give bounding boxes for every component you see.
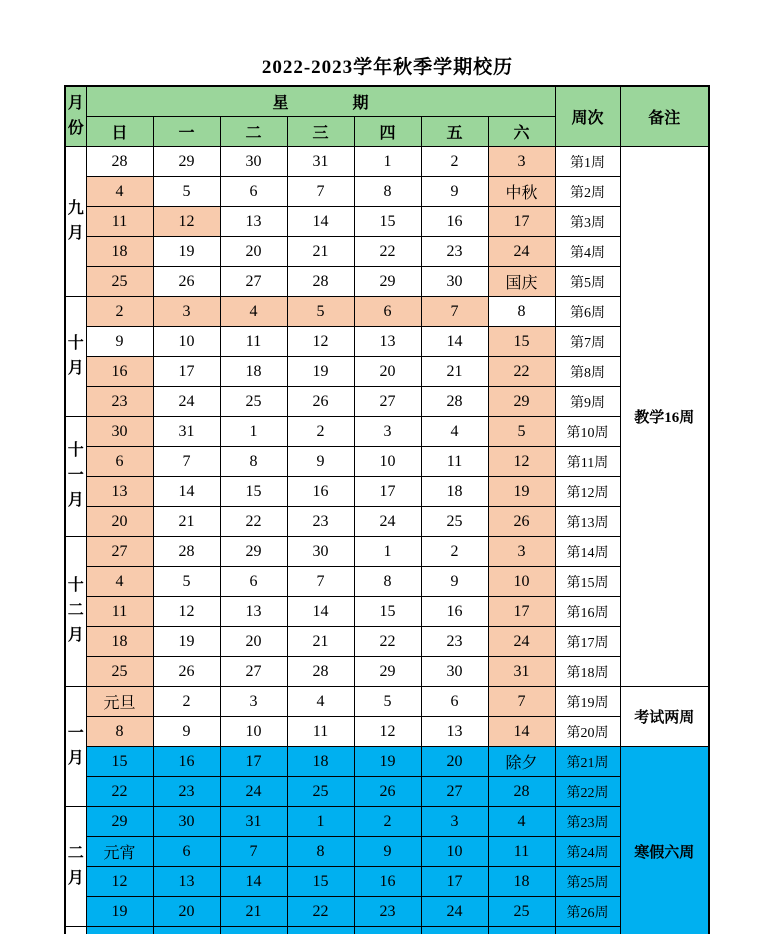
day-cell: 元旦 (86, 687, 153, 717)
day-name-tue: 二 (220, 117, 287, 147)
day-cell: 2 (354, 807, 421, 837)
day-cell: 23 (153, 777, 220, 807)
month-label: 十一月 (67, 442, 84, 509)
day-cell: 21 (421, 357, 488, 387)
day-cell: 14 (220, 867, 287, 897)
calendar-table-container (64, 85, 719, 934)
week-number-cell: 第20周 (555, 717, 620, 747)
week-number-cell: 第8周 (555, 357, 620, 387)
week-row (65, 687, 709, 717)
day-cell: 5 (287, 297, 354, 327)
week-number-cell: 第5周 (555, 267, 620, 297)
day-cell: 24 (421, 897, 488, 927)
month-cell (65, 297, 86, 417)
day-cell: 15 (86, 747, 153, 777)
day-cell: 19 (86, 897, 153, 927)
week-row (65, 567, 709, 597)
day-cell: 10 (421, 837, 488, 867)
week-number-cell: 第21周 (555, 747, 620, 777)
week-number-cell: 第25周 (555, 867, 620, 897)
day-cell: 23 (354, 897, 421, 927)
day-cell: 3 (421, 807, 488, 837)
day-name-wed: 三 (287, 117, 354, 147)
day-cell: 19 (153, 237, 220, 267)
day-cell: 11 (220, 327, 287, 357)
day-cell: 17 (488, 207, 555, 237)
day-name-sat: 六 (488, 117, 555, 147)
day-cell: 26 (488, 507, 555, 537)
day-cell: 27 (220, 267, 287, 297)
day-cell: 28 (287, 267, 354, 297)
day-cell: 18 (287, 747, 354, 777)
day-cell: 7 (287, 567, 354, 597)
month-cell (65, 147, 86, 297)
day-cell: 25 (220, 387, 287, 417)
day-cell: 17 (421, 867, 488, 897)
day-cell (354, 927, 421, 935)
day-cell: 除夕 (488, 747, 555, 777)
day-cell: 27 (220, 657, 287, 687)
week-row (65, 357, 709, 387)
month-label: 十月 (67, 334, 84, 377)
week-row (65, 207, 709, 237)
day-cell: 24 (220, 777, 287, 807)
day-cell: 国庆 (488, 267, 555, 297)
day-cell (220, 927, 287, 935)
week-row (65, 297, 709, 327)
day-cell: 14 (287, 597, 354, 627)
day-cell: 10 (354, 447, 421, 477)
week-row (65, 627, 709, 657)
month-label: 九月 (67, 199, 84, 242)
day-name-sun: 日 (86, 117, 153, 147)
week-row (65, 747, 709, 777)
week-number-cell: 第24周 (555, 837, 620, 867)
day-cell: 6 (153, 837, 220, 867)
day-cell: 28 (421, 387, 488, 417)
week-number-cell: 第12周 (555, 477, 620, 507)
week-row (65, 237, 709, 267)
day-cell: 22 (287, 897, 354, 927)
week-number-cell: 第26周 (555, 897, 620, 927)
day-cell: 25 (86, 657, 153, 687)
month-cell (65, 537, 86, 687)
day-cell: 1 (287, 807, 354, 837)
day-cell: 19 (354, 747, 421, 777)
day-cell: 14 (421, 327, 488, 357)
week-number-cell: 第2周 (555, 177, 620, 207)
week-number-cell: 第10周 (555, 417, 620, 447)
week-number-cell: 第23周 (555, 807, 620, 837)
day-cell: 16 (354, 867, 421, 897)
day-cell: 31 (287, 147, 354, 177)
day-cell: 6 (421, 687, 488, 717)
month-column-header-label: 月份 (67, 94, 84, 137)
week-number-cell: 第11周 (555, 447, 620, 477)
day-cell: 30 (86, 417, 153, 447)
week-number-cell: 第19周 (555, 687, 620, 717)
week-number-cell: 第4周 (555, 237, 620, 267)
day-cell: 22 (354, 627, 421, 657)
day-cell: 9 (86, 327, 153, 357)
day-cell: 13 (153, 867, 220, 897)
day-cell: 4 (86, 567, 153, 597)
day-cell: 3 (488, 147, 555, 177)
week-row (65, 267, 709, 297)
clipped-week-row (65, 927, 709, 935)
remark-cell: 考试两周 (620, 687, 709, 747)
week-row (65, 507, 709, 537)
day-cell: 7 (220, 837, 287, 867)
day-cell: 8 (86, 717, 153, 747)
week-number-column-header: 周次 (555, 86, 620, 147)
day-cell: 9 (287, 447, 354, 477)
day-cell: 15 (220, 477, 287, 507)
day-cell: 18 (488, 867, 555, 897)
day-cell: 22 (86, 777, 153, 807)
day-cell: 7 (421, 297, 488, 327)
day-cell: 16 (421, 597, 488, 627)
day-cell: 3 (354, 417, 421, 447)
day-cell (421, 927, 488, 935)
day-cell: 9 (354, 837, 421, 867)
day-cell: 5 (153, 567, 220, 597)
day-cell: 27 (421, 777, 488, 807)
week-row (65, 537, 709, 567)
day-cell: 18 (86, 237, 153, 267)
day-cell: 12 (287, 327, 354, 357)
day-cell: 1 (354, 537, 421, 567)
day-cell: 28 (287, 657, 354, 687)
day-cell: 26 (354, 777, 421, 807)
day-cell: 16 (153, 747, 220, 777)
week-number-cell: 第16周 (555, 597, 620, 627)
day-cell: 11 (287, 717, 354, 747)
day-cell: 27 (86, 537, 153, 567)
day-cell: 3 (220, 687, 287, 717)
day-cell: 20 (86, 507, 153, 537)
day-cell: 9 (153, 717, 220, 747)
day-cell: 12 (354, 717, 421, 747)
month-column-header (65, 86, 86, 147)
day-cell: 1 (354, 147, 421, 177)
week-number-cell: 第17周 (555, 627, 620, 657)
day-cell: 2 (86, 297, 153, 327)
week-row (65, 177, 709, 207)
day-cell: 2 (287, 417, 354, 447)
day-cell: 21 (153, 507, 220, 537)
day-name-fri: 五 (421, 117, 488, 147)
day-name-mon: 一 (153, 117, 220, 147)
day-cell: 13 (220, 597, 287, 627)
day-cell: 23 (287, 507, 354, 537)
day-cell: 17 (488, 597, 555, 627)
day-cell: 9 (421, 567, 488, 597)
day-cell: 9 (421, 177, 488, 207)
day-cell: 20 (220, 237, 287, 267)
day-cell (153, 927, 220, 935)
day-cell: 中秋 (488, 177, 555, 207)
month-cell (65, 687, 86, 807)
day-cell: 4 (421, 417, 488, 447)
day-cell: 17 (220, 747, 287, 777)
day-cell: 29 (86, 807, 153, 837)
day-cell: 15 (287, 867, 354, 897)
day-cell: 15 (488, 327, 555, 357)
day-cell: 5 (354, 687, 421, 717)
day-cell: 29 (354, 657, 421, 687)
week-row (65, 417, 709, 447)
page-title: 2022-2023学年秋季学期校历 (261, 57, 514, 78)
day-cell: 28 (488, 777, 555, 807)
week-row (65, 897, 709, 927)
day-cell: 10 (153, 327, 220, 357)
calendar-body (65, 147, 709, 935)
week-number-cell: 第3周 (555, 207, 620, 237)
month-label: 一月 (67, 724, 84, 767)
day-cell: 11 (421, 447, 488, 477)
day-cell: 16 (287, 477, 354, 507)
week-number-cell: 第13周 (555, 507, 620, 537)
day-name-thu: 四 (354, 117, 421, 147)
day-cell: 2 (421, 147, 488, 177)
day-cell: 26 (153, 657, 220, 687)
month-cell (65, 417, 86, 537)
day-cell: 元宵 (86, 837, 153, 867)
week-number-cell: 第14周 (555, 537, 620, 567)
day-cell: 6 (220, 177, 287, 207)
day-cell: 5 (488, 417, 555, 447)
day-cell: 5 (153, 177, 220, 207)
day-cell: 29 (220, 537, 287, 567)
remark-cell: 教学16周 (620, 147, 709, 687)
day-cell: 13 (220, 207, 287, 237)
month-label: 二月 (67, 844, 84, 887)
day-cell: 25 (86, 267, 153, 297)
day-cell: 12 (153, 597, 220, 627)
day-cell: 7 (488, 687, 555, 717)
day-cell (488, 927, 555, 935)
day-cell: 6 (220, 567, 287, 597)
remark-column-header: 备注 (620, 86, 709, 147)
day-cell: 30 (287, 537, 354, 567)
day-cell: 29 (354, 267, 421, 297)
day-cell: 16 (421, 207, 488, 237)
week-row (65, 717, 709, 747)
day-cell: 20 (153, 897, 220, 927)
day-cell: 18 (220, 357, 287, 387)
week-row (65, 657, 709, 687)
week-number-cell: 第9周 (555, 387, 620, 417)
week-banner-header: 星期 (86, 86, 555, 117)
day-cell: 26 (153, 267, 220, 297)
day-cell: 7 (287, 177, 354, 207)
day-cell: 21 (287, 627, 354, 657)
day-cell: 27 (354, 387, 421, 417)
day-cell: 18 (421, 477, 488, 507)
week-row (65, 807, 709, 837)
day-cell: 24 (354, 507, 421, 537)
week-row (65, 477, 709, 507)
day-cell: 22 (220, 507, 287, 537)
day-cell: 21 (220, 897, 287, 927)
day-cell: 31 (153, 417, 220, 447)
day-cell: 4 (86, 177, 153, 207)
day-cell: 21 (287, 237, 354, 267)
day-cell: 20 (421, 747, 488, 777)
week-number-cell (555, 927, 620, 935)
week-row (65, 147, 709, 177)
day-cell: 22 (488, 357, 555, 387)
day-cell: 8 (354, 177, 421, 207)
day-cell: 6 (86, 447, 153, 477)
day-cell: 23 (421, 627, 488, 657)
day-cell: 23 (86, 387, 153, 417)
day-cell: 10 (488, 567, 555, 597)
week-row (65, 777, 709, 807)
day-cell: 4 (488, 807, 555, 837)
day-cell: 20 (354, 357, 421, 387)
day-cell: 4 (220, 297, 287, 327)
day-cell: 30 (220, 147, 287, 177)
week-row (65, 447, 709, 477)
day-cell: 15 (354, 207, 421, 237)
day-cell: 26 (287, 387, 354, 417)
month-cell (65, 927, 86, 935)
day-cell: 25 (287, 777, 354, 807)
day-cell: 15 (354, 597, 421, 627)
day-cell: 8 (287, 837, 354, 867)
day-cell: 8 (220, 447, 287, 477)
day-cell: 19 (287, 357, 354, 387)
day-cell: 11 (86, 597, 153, 627)
day-cell: 13 (86, 477, 153, 507)
week-row (65, 867, 709, 897)
week-row (65, 837, 709, 867)
week-number-cell: 第7周 (555, 327, 620, 357)
day-cell: 10 (220, 717, 287, 747)
calendar-table (64, 85, 710, 934)
day-cell: 13 (421, 717, 488, 747)
week-number-cell: 第18周 (555, 657, 620, 687)
day-cell: 30 (421, 267, 488, 297)
day-cell: 14 (287, 207, 354, 237)
day-cell: 17 (354, 477, 421, 507)
week-row (65, 327, 709, 357)
day-cell: 12 (86, 867, 153, 897)
week-number-cell: 第6周 (555, 297, 620, 327)
day-cell: 29 (153, 147, 220, 177)
day-cell: 14 (153, 477, 220, 507)
day-cell: 8 (354, 567, 421, 597)
month-cell (65, 807, 86, 927)
day-cell: 28 (153, 537, 220, 567)
day-cell: 16 (86, 357, 153, 387)
day-cell: 24 (488, 627, 555, 657)
day-cell: 3 (153, 297, 220, 327)
week-row (65, 597, 709, 627)
day-cell (86, 927, 153, 935)
week-number-cell: 第15周 (555, 567, 620, 597)
day-cell: 18 (86, 627, 153, 657)
day-cell: 24 (153, 387, 220, 417)
remark-cell: 寒假六周 (620, 747, 709, 935)
day-cell: 29 (488, 387, 555, 417)
day-cell: 3 (488, 537, 555, 567)
day-cell: 2 (421, 537, 488, 567)
day-cell: 30 (421, 657, 488, 687)
day-cell: 6 (354, 297, 421, 327)
day-cell: 1 (220, 417, 287, 447)
day-cell: 19 (488, 477, 555, 507)
day-cell: 22 (354, 237, 421, 267)
day-cell: 12 (488, 447, 555, 477)
day-cell: 14 (488, 717, 555, 747)
day-cell: 30 (153, 807, 220, 837)
day-cell: 28 (86, 147, 153, 177)
day-cell: 31 (220, 807, 287, 837)
week-row (65, 387, 709, 417)
day-cell: 23 (421, 237, 488, 267)
week-number-cell: 第22周 (555, 777, 620, 807)
day-cell: 11 (86, 207, 153, 237)
day-cell: 25 (488, 897, 555, 927)
day-cell: 20 (220, 627, 287, 657)
day-cell: 24 (488, 237, 555, 267)
day-cell (287, 927, 354, 935)
month-label: 十二月 (67, 577, 84, 644)
day-cell: 31 (488, 657, 555, 687)
day-cell: 19 (153, 627, 220, 657)
week-number-cell: 第1周 (555, 147, 620, 177)
day-cell: 13 (354, 327, 421, 357)
day-cell: 12 (153, 207, 220, 237)
day-cell: 7 (153, 447, 220, 477)
day-cell: 2 (153, 687, 220, 717)
day-cell: 8 (488, 297, 555, 327)
day-cell: 25 (421, 507, 488, 537)
day-cell: 4 (287, 687, 354, 717)
day-cell: 17 (153, 357, 220, 387)
day-cell: 11 (488, 837, 555, 867)
